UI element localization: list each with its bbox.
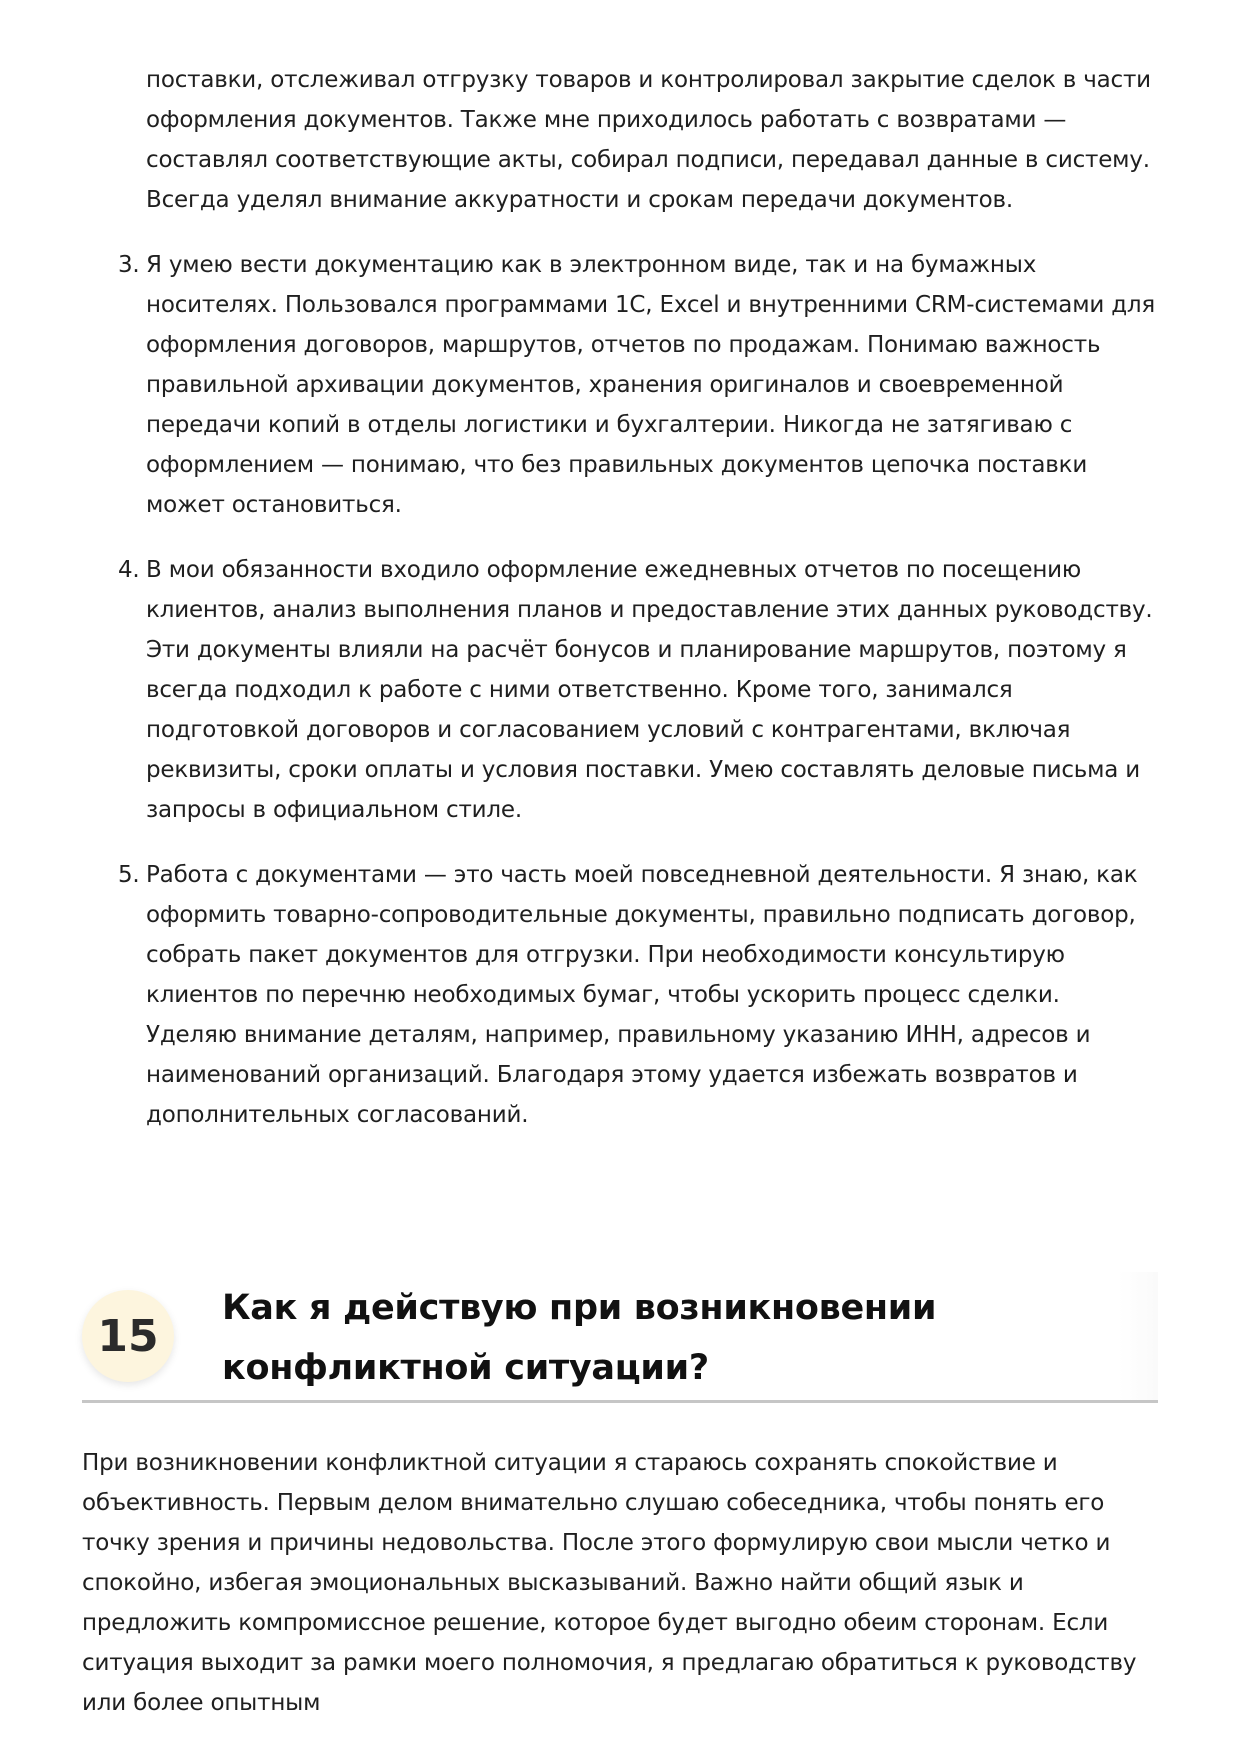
- list-item-number: 3.: [118, 252, 140, 278]
- list-item: [118, 550, 1156, 830]
- section-header: [82, 1272, 1158, 1403]
- list-item: [118, 855, 1156, 1135]
- list-item-text: Я умею вести документацию как в электронном виде, так и на бумажных носителях. Пользовался программами 1С, Excel и внутренними CRM-системами для оформления договоров, маршрутов, отчетов по продажам. Понимаю важность правильной архивации документов, хранения оригиналов и своевременной передачи копий в отделы логистики и бухгалтерии. Никогда не затягиваю с оформлением — понимаю, что без правильных документов цепочка поставки может остановиться.: [146, 252, 1156, 518]
- section-body-text: При возникновении конфликтной ситуации я стараюсь сохранять спокойствие и объективность. Первым делом внимательно слушаю собеседника, чтобы понять его точку зрения и причины недовольства. После этого формулирую свои мысли четко и спокойно, избегая эмоциональных высказываний. Важно найти общий язык и предложить компромиссное решение, которое будет выгодно обеим сторонам. Если ситуация выходит за рамки моего полномочия, я предлагаю обратиться к руководству или более опытным: [82, 1450, 1137, 1716]
- section-number-badge: 15: [82, 1290, 174, 1382]
- list-item-number: 5.: [118, 862, 140, 888]
- list-item: [118, 245, 1156, 525]
- list-item: [146, 60, 1156, 220]
- list-item-text: Работа с документами — это часть моей повседневной деятельности. Я знаю, как оформить товарно-сопроводительные документы, правильно подписать договор, собрать пакет документов для отгрузки. При необходимости консультирую клиентов по перечню необходимых бумаг, чтобы ускорить процесс сделки. Уделяю внимание деталям, например, правильному указанию ИНН, адресов и наименований организаций. Благодаря этому удается избежать возвратов и дополнительных согласований.: [146, 862, 1138, 1128]
- list-item-text: поставки, отслеживал отгрузку товаров и контролировал закрытие сделок в части оформления документов. Также мне приходилось работать с возвратами — составлял соответствующие акты, собирал подписи, передавал данные в систему. Всегда уделял внимание аккуратности и срокам передачи документов.: [146, 67, 1151, 213]
- answer-list: [118, 60, 1156, 1160]
- section-title: Как я действую при возникновении конфликтной ситуации?: [222, 1288, 937, 1388]
- list-item-number: 4.: [118, 557, 140, 583]
- list-item-text: В мои обязанности входило оформление ежедневных отчетов по посещению клиентов, анализ выполнения планов и предоставление этих данных руководству. Эти документы влияли на расчёт бонусов и планирование маршрутов, поэтому я всегда подходил к работе с ними ответственно. Кроме того, занимался подготовкой договоров и согласованием условий с контрагентами, включая реквизиты, сроки оплаты и условия поставки. Умею составлять деловые письма и запросы в официальном стиле.: [146, 557, 1153, 823]
